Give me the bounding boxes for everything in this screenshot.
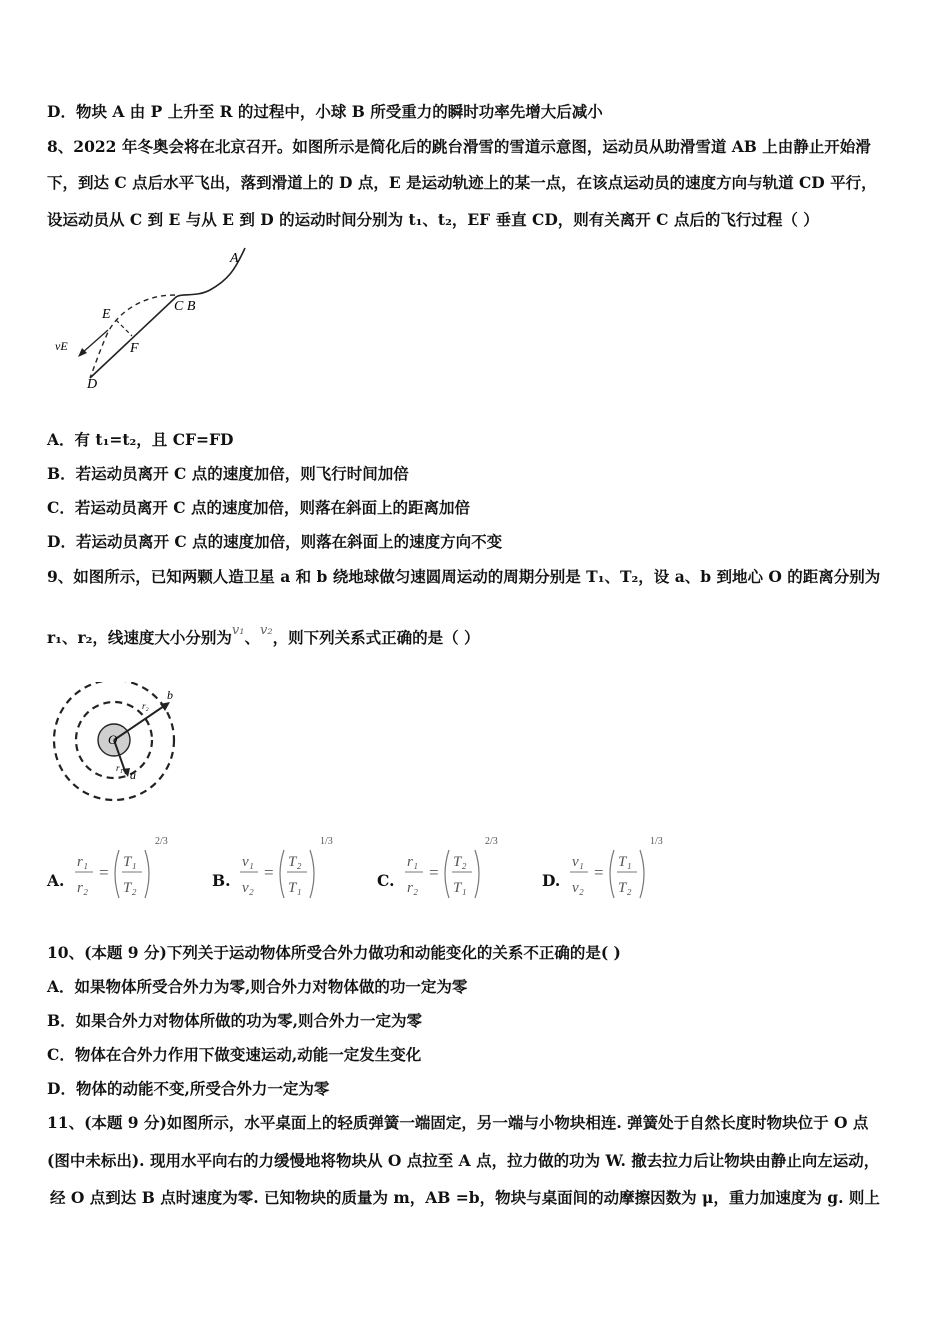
rhs-denominator: T₂ bbox=[123, 880, 137, 896]
orbit-figure bbox=[50, 682, 180, 807]
q9-option-c-label: C. bbox=[377, 871, 395, 890]
exponent: 2/3 bbox=[155, 836, 168, 847]
label-e: E bbox=[102, 307, 111, 322]
label-r1: r₁ bbox=[116, 763, 123, 773]
label-o: O bbox=[108, 732, 118, 747]
q9-option-d-formula bbox=[570, 830, 690, 905]
r2-line bbox=[114, 704, 167, 740]
q9-option-d-label: D. bbox=[542, 871, 561, 890]
rhs-denominator: T₁ bbox=[288, 880, 302, 896]
equals-sign: = bbox=[594, 863, 604, 882]
rhs-numerator: T₂ bbox=[453, 854, 467, 870]
v1-symbol: v₁ bbox=[231, 623, 245, 638]
left-paren bbox=[445, 850, 449, 898]
right-paren bbox=[310, 850, 314, 898]
lhs-denominator: r₂ bbox=[77, 880, 89, 896]
ski-jump-figure bbox=[50, 240, 260, 395]
q11-stem-line2: (图中未标出). 现用水平向右的力缓慢地将物块从 O 点拉至 A 点，拉力做的功为 W. 撤去拉力后让物块由静止向左运动， bbox=[47, 1151, 880, 1170]
equals-sign: = bbox=[99, 863, 109, 882]
label-a: A bbox=[230, 251, 239, 266]
left-paren bbox=[115, 850, 119, 898]
left-paren bbox=[610, 850, 614, 898]
q9-option-b-formula bbox=[240, 830, 360, 905]
rhs-numerator: T₁ bbox=[618, 854, 632, 870]
rhs-denominator: T₂ bbox=[618, 880, 632, 896]
label-r2: r₂ bbox=[142, 701, 149, 711]
rhs-numerator: T₁ bbox=[123, 854, 137, 870]
q9-option-b-label: B. bbox=[212, 871, 231, 890]
equals-sign: = bbox=[429, 863, 439, 882]
lhs-denominator: v₂ bbox=[242, 880, 254, 896]
right-paren bbox=[145, 850, 149, 898]
q10-option-a: A．如果物体所受合外力为零,则合外力对物体做的功一定为零 bbox=[47, 977, 468, 996]
q9-option-c-formula bbox=[405, 830, 525, 905]
exponent: 1/3 bbox=[320, 836, 333, 847]
q8-option-d: D．若运动员离开 C 点的速度加倍，则落在斜面上的速度方向不变 bbox=[47, 532, 503, 551]
lhs-numerator: v₁ bbox=[242, 854, 254, 870]
label-cb: C B bbox=[174, 299, 196, 314]
r1-arrowhead bbox=[122, 768, 130, 777]
lhs-denominator: r₂ bbox=[407, 880, 419, 896]
right-paren bbox=[475, 850, 479, 898]
label-d: D bbox=[87, 377, 98, 392]
label-a-sat: a bbox=[130, 768, 136, 782]
q10-stem: 10、(本题 9 分)下列关于运动物体所受合外力做功和动能变化的关系不正确的是( ) bbox=[47, 943, 621, 962]
rhs-denominator: T₁ bbox=[453, 880, 467, 896]
q9-option-a-formula bbox=[75, 830, 195, 905]
ef-line bbox=[116, 320, 132, 336]
q8-stem-line3: 设运动员从 C 到 E 与从 E 到 D 的运动时间分别为 t₁、t₂，EF 垂直 CD，则有关离开 C 点后的飞行过程（ ） bbox=[47, 210, 819, 229]
equals-sign: = bbox=[264, 863, 274, 882]
q8-stem-line2: 下，到达 C 点后水平飞出，落到滑道上的 D 点，E 是运动轨迹上的某一点，在该点运动员的速度方向与轨道 CD 平行， bbox=[47, 173, 877, 192]
label-b: b bbox=[167, 688, 173, 702]
v2-symbol: v₂ bbox=[260, 623, 273, 638]
q8-stem-line1: 8、2022 年冬奥会将在北京召开。如图所示是简化后的跳台滑雪的雪道示意图，运动员从助滑雪道 AB 上由静止开始滑 bbox=[47, 137, 871, 156]
q10-option-d: D．物体的动能不变,所受合外力一定为零 bbox=[47, 1079, 330, 1098]
lhs-numerator: r₁ bbox=[77, 854, 89, 870]
exponent: 2/3 bbox=[485, 836, 498, 847]
left-paren bbox=[280, 850, 284, 898]
q8-option-a: A．有 t₁=t₂，且 CF=FD bbox=[47, 430, 234, 449]
lhs-denominator: v₂ bbox=[572, 880, 584, 896]
q7-option-d: D．物块 A 由 P 上升至 R 的过程中，小球 B 所受重力的瞬时功率先增大后减小 bbox=[47, 102, 603, 121]
q9-stem-line1: 9、如图所示，已知两颗人造卫星 a 和 b 绕地球做匀速圆周运动的周期分别是 T₁、T₂，设 a、b 到地心 O 的距离分别为 bbox=[47, 567, 881, 586]
lhs-numerator: v₁ bbox=[572, 854, 584, 870]
q9-stem-line2: r₁、r₂，线速度大小分别为$^{v_1}$、$^{v_2}$，则下列关系式正确的是（ ） bbox=[47, 623, 480, 647]
q8-option-c: C．若运动员离开 C 点的速度加倍，则落在斜面上的距离加倍 bbox=[47, 498, 470, 517]
right-paren bbox=[640, 850, 644, 898]
label-f: F bbox=[130, 341, 139, 356]
q9-option-a-label: A. bbox=[47, 871, 65, 890]
q10-option-b: B．如果合外力对物体所做的功为零,则合外力一定为零 bbox=[47, 1011, 423, 1030]
lhs-numerator: r₁ bbox=[407, 854, 419, 870]
q10-option-c: C．物体在合外力作用下做变速运动,动能一定发生变化 bbox=[47, 1045, 422, 1064]
label-ve: vE bbox=[55, 339, 68, 353]
q11-stem-line3: 经 O 点到达 B 点时速度为零. 已知物块的质量为 m，AB =b，物块与桌面间的动摩擦因数为 μ，重力加速度为 g. 则上 bbox=[50, 1188, 880, 1207]
q8-option-b: B．若运动员离开 C 点的速度加倍，则飞行时间加倍 bbox=[47, 464, 409, 483]
q11-stem-line1: 11、(本题 9 分)如图所示，水平桌面上的轻质弹簧一端固定，另一端与小物块相连. 弹簧处于自然长度时物块位于 O 点 bbox=[47, 1113, 869, 1132]
rhs-numerator: T₂ bbox=[288, 854, 302, 870]
exponent: 1/3 bbox=[650, 836, 663, 847]
